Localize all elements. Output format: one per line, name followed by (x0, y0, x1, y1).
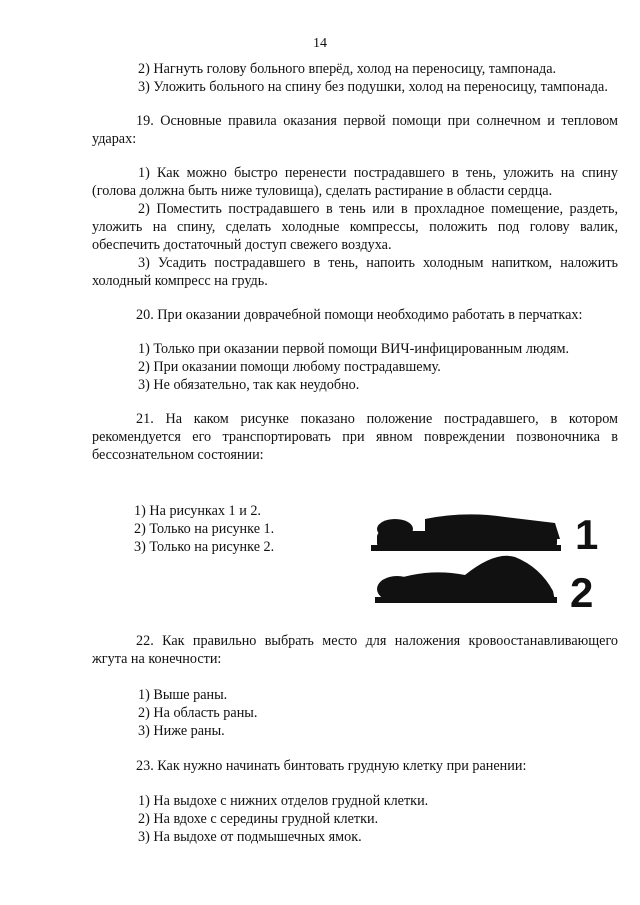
q23-option-2: 2) На вдохе с середины грудной клетки. (138, 811, 379, 827)
option-text: 3) Уложить больного на спину без подушки, холод на переносицу, тампонада. (138, 79, 608, 95)
question-21: 21. На каком рисунке показано положение пострадавшего, в котором рекомендуется его транспортировать при явном повреждении позвоночника в бессознательном состоянии: (92, 411, 618, 463)
figure-1-body-silhouette (371, 514, 561, 551)
figure-label-1: 1 (575, 511, 599, 558)
q19-option-1: 1) Как можно быстро перенести пострадавшего в тень, уложить на спину (голова должна быть ниже туловища), сделать растирание в области сердца. (92, 165, 618, 199)
q22-option-3: 3) Ниже раны. (138, 723, 225, 739)
question-19: 19. Основные правила оказания первой помощи при солнечном и тепловом ударах: (92, 113, 618, 147)
q22-option-1: 1) Выше раны. (138, 687, 228, 703)
q21-option-3: 3) Только на рисунке 2. (134, 539, 275, 555)
q21-option-2: 2) Только на рисунке 1. (134, 521, 275, 537)
q22-option-2: 2) На область раны. (138, 705, 258, 721)
q23-options (138, 792, 428, 846)
option-text: 2) Нагнуть голову больного вперёд, холод на переносицу, тампонада. (138, 61, 557, 77)
q23-option-3: 3) На выдохе от подмышечных ямок. (138, 829, 362, 845)
q23-option-1: 1) На выдохе с нижних отделов грудной клетки. (138, 793, 429, 809)
question-23-block (92, 757, 618, 775)
q19-option-3: 3) Усадить пострадавшего в тень, напоить холодным напитком, наложить холодный компресс на грудь. (92, 255, 618, 289)
q20-option-1: 1) Только при оказании первой помощи ВИЧ-инфицированным людям. (138, 341, 569, 357)
question-22-block (92, 632, 618, 668)
question-22: 22. Как правильно выбрать место для наложения кровоостанавливающего жгута на конечности: (92, 633, 618, 667)
q20-option-3: 3) Не обязательно, так как неудобно. (138, 377, 360, 393)
q21-options (134, 502, 274, 556)
patient-position-figure (365, 505, 605, 615)
q22-options (138, 686, 257, 740)
figure-label-2: 2 (570, 569, 594, 615)
question-20: 20. При оказании доврачебной помощи необходимо работать в перчатках: (136, 307, 583, 323)
q21-option-1: 1) На рисунках 1 и 2. (134, 503, 261, 519)
upper-content (92, 60, 618, 464)
page-number: 14 (313, 36, 327, 51)
question-23: 23. Как нужно начинать бинтовать грудную клетку при ранении: (136, 758, 527, 774)
q20-option-2: 2) При оказании помощи любому пострадавшему. (138, 359, 441, 375)
q19-option-2: 2) Поместить пострадавшего в тень или в прохладное помещение, раздеть, уложить на спину, сделать холодные компрессы, положить под голову валик, обеспечить достаточный доступ свежего воздуха. (92, 201, 618, 253)
figure-2-body-silhouette (375, 556, 557, 603)
